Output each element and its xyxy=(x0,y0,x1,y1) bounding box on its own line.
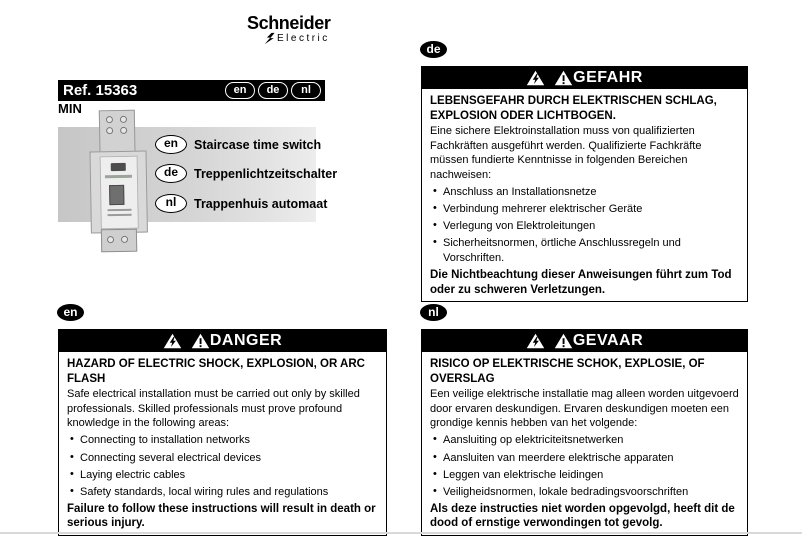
warning-title: GEVAAR xyxy=(572,332,644,349)
warning-bullet-list xyxy=(430,185,739,265)
language-row-nl xyxy=(155,194,327,213)
warning-intro: Eine sichere Elektroinstallation muss von qualifizierten Fachkräften ausgeführt werden. Qualifizierte Fachkräfte müssen fundierte Kenntnisse in folgenden Bereichen nachweisen: xyxy=(430,125,702,181)
warning-bullet: • Verlegung von Elektroleitungen xyxy=(430,219,739,234)
reference-language-badges xyxy=(225,82,325,99)
warning-bullet: • Aansluiten van meerdere elektrische apparaten xyxy=(430,451,739,466)
warning-heading: HAZARD OF ELECTRIC SHOCK, EXPLOSION, OR ARC FLASH xyxy=(67,358,365,385)
warning-box xyxy=(58,329,387,536)
warning-bullet: • Sicherheitsnormen, örtliche Anschlussregeln und Vorschriften. xyxy=(430,236,739,265)
badge-en: en xyxy=(225,82,255,99)
warning-header xyxy=(422,67,747,89)
warning-header xyxy=(422,330,747,352)
product-name-nl: Trappenhuis automaat xyxy=(194,196,328,211)
section-badge-nl: nl xyxy=(420,304,447,321)
warning-bullet: • Aansluiting op elektriciteitsnetwerken xyxy=(430,433,739,448)
electric-hazard-icon xyxy=(526,333,545,349)
warning-bullet: • Safety standards, local wiring rules and regulations xyxy=(67,485,378,500)
warning-heading: LEBENSGEFAHR DURCH ELEKTRISCHEN SCHLAG, EXPLOSION ODER LICHTBOGEN. xyxy=(430,95,717,122)
reference-number: Ref. 15363 xyxy=(63,82,138,99)
warning-bullet-list xyxy=(67,433,378,499)
warning-bullet: • Leggen van elektrische leidingen xyxy=(430,468,739,483)
warning-bullet-list xyxy=(430,433,739,499)
warning-box xyxy=(421,66,748,302)
lang-badge-de: de xyxy=(155,164,187,183)
badge-nl: nl xyxy=(291,82,321,99)
device-top-terminals xyxy=(99,110,136,156)
warning-section-de xyxy=(421,66,748,302)
warning-section-en xyxy=(58,329,387,536)
product-name-en: Staircase time switch xyxy=(194,137,322,152)
page-bottom-rule xyxy=(0,532,802,534)
device-brand-strip xyxy=(105,175,132,178)
safety-alert-icon xyxy=(191,333,210,349)
warning-bullet: • Connecting several electrical devices xyxy=(67,451,378,466)
electric-hazard-icon xyxy=(526,70,545,86)
schneider-logo-mark-icon xyxy=(263,32,275,45)
schneider-logo xyxy=(247,14,357,45)
warning-bullet: • Connecting to installation networks xyxy=(67,433,378,448)
warning-consequence: Failure to follow these instructions will result in death or serious injury. xyxy=(67,502,376,530)
warning-consequence: Als deze instructies niet worden opgevolgd, heeft dit de dood of ernstige verwondingen tot gevolg. xyxy=(430,502,735,530)
warning-header xyxy=(59,330,386,352)
warning-bullet: • Veiligheidsnormen, lokale bedradingsvoorschriften xyxy=(430,485,739,500)
warning-body xyxy=(422,89,747,301)
section-badge-en: en xyxy=(57,304,84,321)
badge-de: de xyxy=(258,82,288,99)
warning-intro: Een veilige elektrische installatie mag alleen worden uitgevoerd door ervaren deskundigen. Ervaren deskundigen moeten een grondige kennis hebben van het volgende: xyxy=(430,388,739,430)
warning-bullet: • Verbindung mehrerer elektrischer Geräte xyxy=(430,202,739,217)
lang-badge-nl: nl xyxy=(155,194,187,213)
device-dial-window xyxy=(109,185,124,205)
device-body xyxy=(89,150,147,233)
warning-box xyxy=(421,329,748,536)
warning-title: DANGER xyxy=(209,332,283,349)
lang-badge-en: en xyxy=(155,135,187,154)
logo-brand-text: Schneider xyxy=(247,13,331,33)
warning-bullet: • Anschluss an Installationsnetze xyxy=(430,185,739,200)
language-row-en xyxy=(155,135,321,154)
warning-body xyxy=(422,352,747,535)
min-label: MIN xyxy=(58,101,82,116)
device-face xyxy=(100,156,139,230)
section-badge-de: de xyxy=(420,41,447,58)
warning-consequence: Die Nichtbeachtung dieser Anweisungen führt zum Tod oder zu schweren Verletzungen. xyxy=(430,269,732,296)
warning-title: GEFAHR xyxy=(573,69,643,86)
logo-sub-text: Electric xyxy=(277,33,330,44)
safety-alert-icon xyxy=(554,333,573,349)
warning-bullet: • Laying electric cables xyxy=(67,468,378,483)
electric-hazard-icon xyxy=(163,333,182,349)
device-bottom-terminals xyxy=(101,229,137,253)
warning-section-nl xyxy=(421,329,748,536)
warning-intro: Safe electrical installation must be carried out only by skilled professionals. Skilled professionals must prove profound knowledge in the following areas: xyxy=(67,388,360,430)
safety-alert-icon xyxy=(554,70,573,86)
warning-heading: RISICO OP ELEKTRISCHE SCHOK, EXPLOSIE, OF OVERSLAG xyxy=(430,358,705,385)
language-row-de xyxy=(155,164,337,183)
reference-bar xyxy=(58,80,325,101)
product-image xyxy=(85,109,151,250)
product-name-de: Treppenlichtzeitschalter xyxy=(194,166,338,181)
warning-body xyxy=(59,352,386,535)
device-button xyxy=(111,163,126,171)
